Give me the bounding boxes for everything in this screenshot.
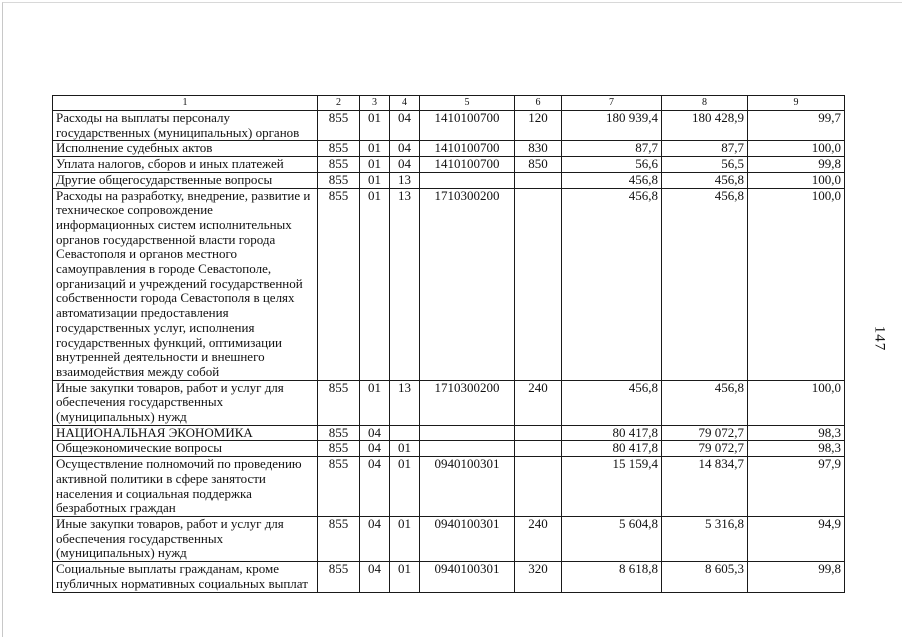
table-row — [53, 516, 845, 561]
row-name: НАЦИОНАЛЬНАЯ ЭКОНОМИКА — [53, 425, 318, 441]
cell-expense-type: 830 — [515, 141, 562, 157]
table-row — [53, 172, 845, 188]
cell-grbs: 855 — [318, 562, 360, 592]
cell-section: 01 — [360, 157, 390, 173]
cell-target-article: 1710300200 — [420, 380, 515, 425]
row-name: Общеэкономические вопросы — [53, 441, 318, 457]
cell-expense-type: 320 — [515, 562, 562, 592]
cell-actual: 456,8 — [662, 188, 748, 380]
cell-section: 01 — [360, 141, 390, 157]
table-row — [53, 380, 845, 425]
cell-grbs: 855 — [318, 141, 360, 157]
cell-grbs: 855 — [318, 111, 360, 141]
cell-plan: 15 159,4 — [562, 457, 662, 517]
cell-subsection: 01 — [390, 516, 420, 561]
table-row — [53, 425, 845, 441]
header-cell: 4 — [390, 96, 420, 111]
row-name: Иные закупки товаров, работ и услуг для обеспечения государственных (муниципальных) нужд — [53, 380, 318, 425]
cell-target-article — [420, 172, 515, 188]
cell-percent: 99,8 — [748, 562, 845, 592]
cell-grbs: 855 — [318, 457, 360, 517]
cell-target-article — [420, 441, 515, 457]
cell-section: 01 — [360, 188, 390, 380]
table-row — [53, 188, 845, 380]
cell-actual: 5 316,8 — [662, 516, 748, 561]
table-row — [53, 457, 845, 517]
cell-subsection — [390, 425, 420, 441]
header-cell: 6 — [515, 96, 562, 111]
cell-actual: 14 834,7 — [662, 457, 748, 517]
cell-subsection: 13 — [390, 380, 420, 425]
cell-expense-type — [515, 188, 562, 380]
cell-plan: 456,8 — [562, 172, 662, 188]
cell-percent: 100,0 — [748, 172, 845, 188]
cell-percent: 99,7 — [748, 111, 845, 141]
cell-subsection: 13 — [390, 172, 420, 188]
cell-expense-type — [515, 457, 562, 517]
cell-plan: 56,6 — [562, 157, 662, 173]
cell-plan: 180 939,4 — [562, 111, 662, 141]
cell-plan: 80 417,8 — [562, 425, 662, 441]
row-name: Расходы на выплаты персоналу государственных (муниципальных) органов — [53, 111, 318, 141]
table-row — [53, 562, 845, 592]
cell-subsection: 13 — [390, 188, 420, 380]
table-row — [53, 111, 845, 141]
cell-plan: 456,8 — [562, 188, 662, 380]
cell-actual: 87,7 — [662, 141, 748, 157]
cell-actual: 56,5 — [662, 157, 748, 173]
cell-section: 04 — [360, 425, 390, 441]
cell-percent: 100,0 — [748, 380, 845, 425]
cell-grbs: 855 — [318, 425, 360, 441]
cell-actual: 79 072,7 — [662, 425, 748, 441]
cell-expense-type — [515, 425, 562, 441]
cell-expense-type: 240 — [515, 380, 562, 425]
cell-subsection: 04 — [390, 111, 420, 141]
cell-plan: 87,7 — [562, 141, 662, 157]
cell-target-article: 0940100301 — [420, 457, 515, 517]
cell-target-article: 1710300200 — [420, 188, 515, 380]
cell-percent: 98,3 — [748, 425, 845, 441]
header-cell: 3 — [360, 96, 390, 111]
cell-expense-type: 120 — [515, 111, 562, 141]
cell-section: 01 — [360, 111, 390, 141]
cell-plan: 8 618,8 — [562, 562, 662, 592]
cell-expense-type — [515, 441, 562, 457]
header-cell: 2 — [318, 96, 360, 111]
cell-actual: 180 428,9 — [662, 111, 748, 141]
table-header-row — [53, 96, 845, 111]
cell-target-article: 1410100700 — [420, 111, 515, 141]
cell-expense-type: 850 — [515, 157, 562, 173]
cell-grbs: 855 — [318, 516, 360, 561]
table-row — [53, 141, 845, 157]
cell-grbs: 855 — [318, 441, 360, 457]
cell-expense-type — [515, 172, 562, 188]
cell-plan: 5 604,8 — [562, 516, 662, 561]
row-name: Социальные выплаты гражданам, кроме публичных нормативных социальных выплат — [53, 562, 318, 592]
cell-target-article — [420, 425, 515, 441]
cell-grbs: 855 — [318, 157, 360, 173]
cell-subsection: 01 — [390, 562, 420, 592]
cell-plan: 456,8 — [562, 380, 662, 425]
cell-subsection: 01 — [390, 457, 420, 517]
cell-subsection: 04 — [390, 157, 420, 173]
header-cell: 8 — [662, 96, 748, 111]
cell-subsection: 04 — [390, 141, 420, 157]
cell-actual: 456,8 — [662, 380, 748, 425]
cell-section: 04 — [360, 516, 390, 561]
cell-section: 04 — [360, 441, 390, 457]
cell-percent: 100,0 — [748, 188, 845, 380]
table-row — [53, 157, 845, 173]
cell-actual: 8 605,3 — [662, 562, 748, 592]
row-name: Исполнение судебных актов — [53, 141, 318, 157]
cell-actual: 456,8 — [662, 172, 748, 188]
cell-subsection: 01 — [390, 441, 420, 457]
cell-grbs: 855 — [318, 172, 360, 188]
cell-section: 04 — [360, 457, 390, 517]
row-name: Расходы на разработку, внедрение, развитие и техническое сопровождение информационных систем исполнительных органов государственной власти города Севастополя и органов местного самоуправления в городе Севастополе, организаций и учреждений государственной собственности города Севастополя в целях автоматизации предоставления государственных услуг, исполнения государственных функций, оптимизации внутренней деятельности и внешнего взаимодействия между собой — [53, 188, 318, 380]
cell-target-article: 0940100301 — [420, 562, 515, 592]
table-row — [53, 441, 845, 457]
cell-actual: 79 072,7 — [662, 441, 748, 457]
page-number: 147 — [871, 325, 888, 352]
cell-section: 04 — [360, 562, 390, 592]
cell-target-article: 1410100700 — [420, 141, 515, 157]
cell-section: 01 — [360, 172, 390, 188]
row-name: Уплата налогов, сборов и иных платежей — [53, 157, 318, 173]
cell-target-article: 0940100301 — [420, 516, 515, 561]
cell-grbs: 855 — [318, 380, 360, 425]
cell-plan: 80 417,8 — [562, 441, 662, 457]
header-cell: 9 — [748, 96, 845, 111]
header-cell: 5 — [420, 96, 515, 111]
header-cell: 7 — [562, 96, 662, 111]
cell-percent: 98,3 — [748, 441, 845, 457]
row-name: Другие общегосударственные вопросы — [53, 172, 318, 188]
cell-percent: 97,9 — [748, 457, 845, 517]
budget-table — [52, 95, 845, 593]
cell-percent: 94,9 — [748, 516, 845, 561]
header-cell: 1 — [53, 96, 318, 111]
row-name: Иные закупки товаров, работ и услуг для обеспечения государственных (муниципальных) нужд — [53, 516, 318, 561]
cell-section: 01 — [360, 380, 390, 425]
cell-percent: 99,8 — [748, 157, 845, 173]
cell-grbs: 855 — [318, 188, 360, 380]
row-name: Осуществление полномочий по проведению активной политики в сфере занятости населения и социальная поддержка безработных граждан — [53, 457, 318, 517]
cell-percent: 100,0 — [748, 141, 845, 157]
cell-target-article: 1410100700 — [420, 157, 515, 173]
cell-expense-type: 240 — [515, 516, 562, 561]
